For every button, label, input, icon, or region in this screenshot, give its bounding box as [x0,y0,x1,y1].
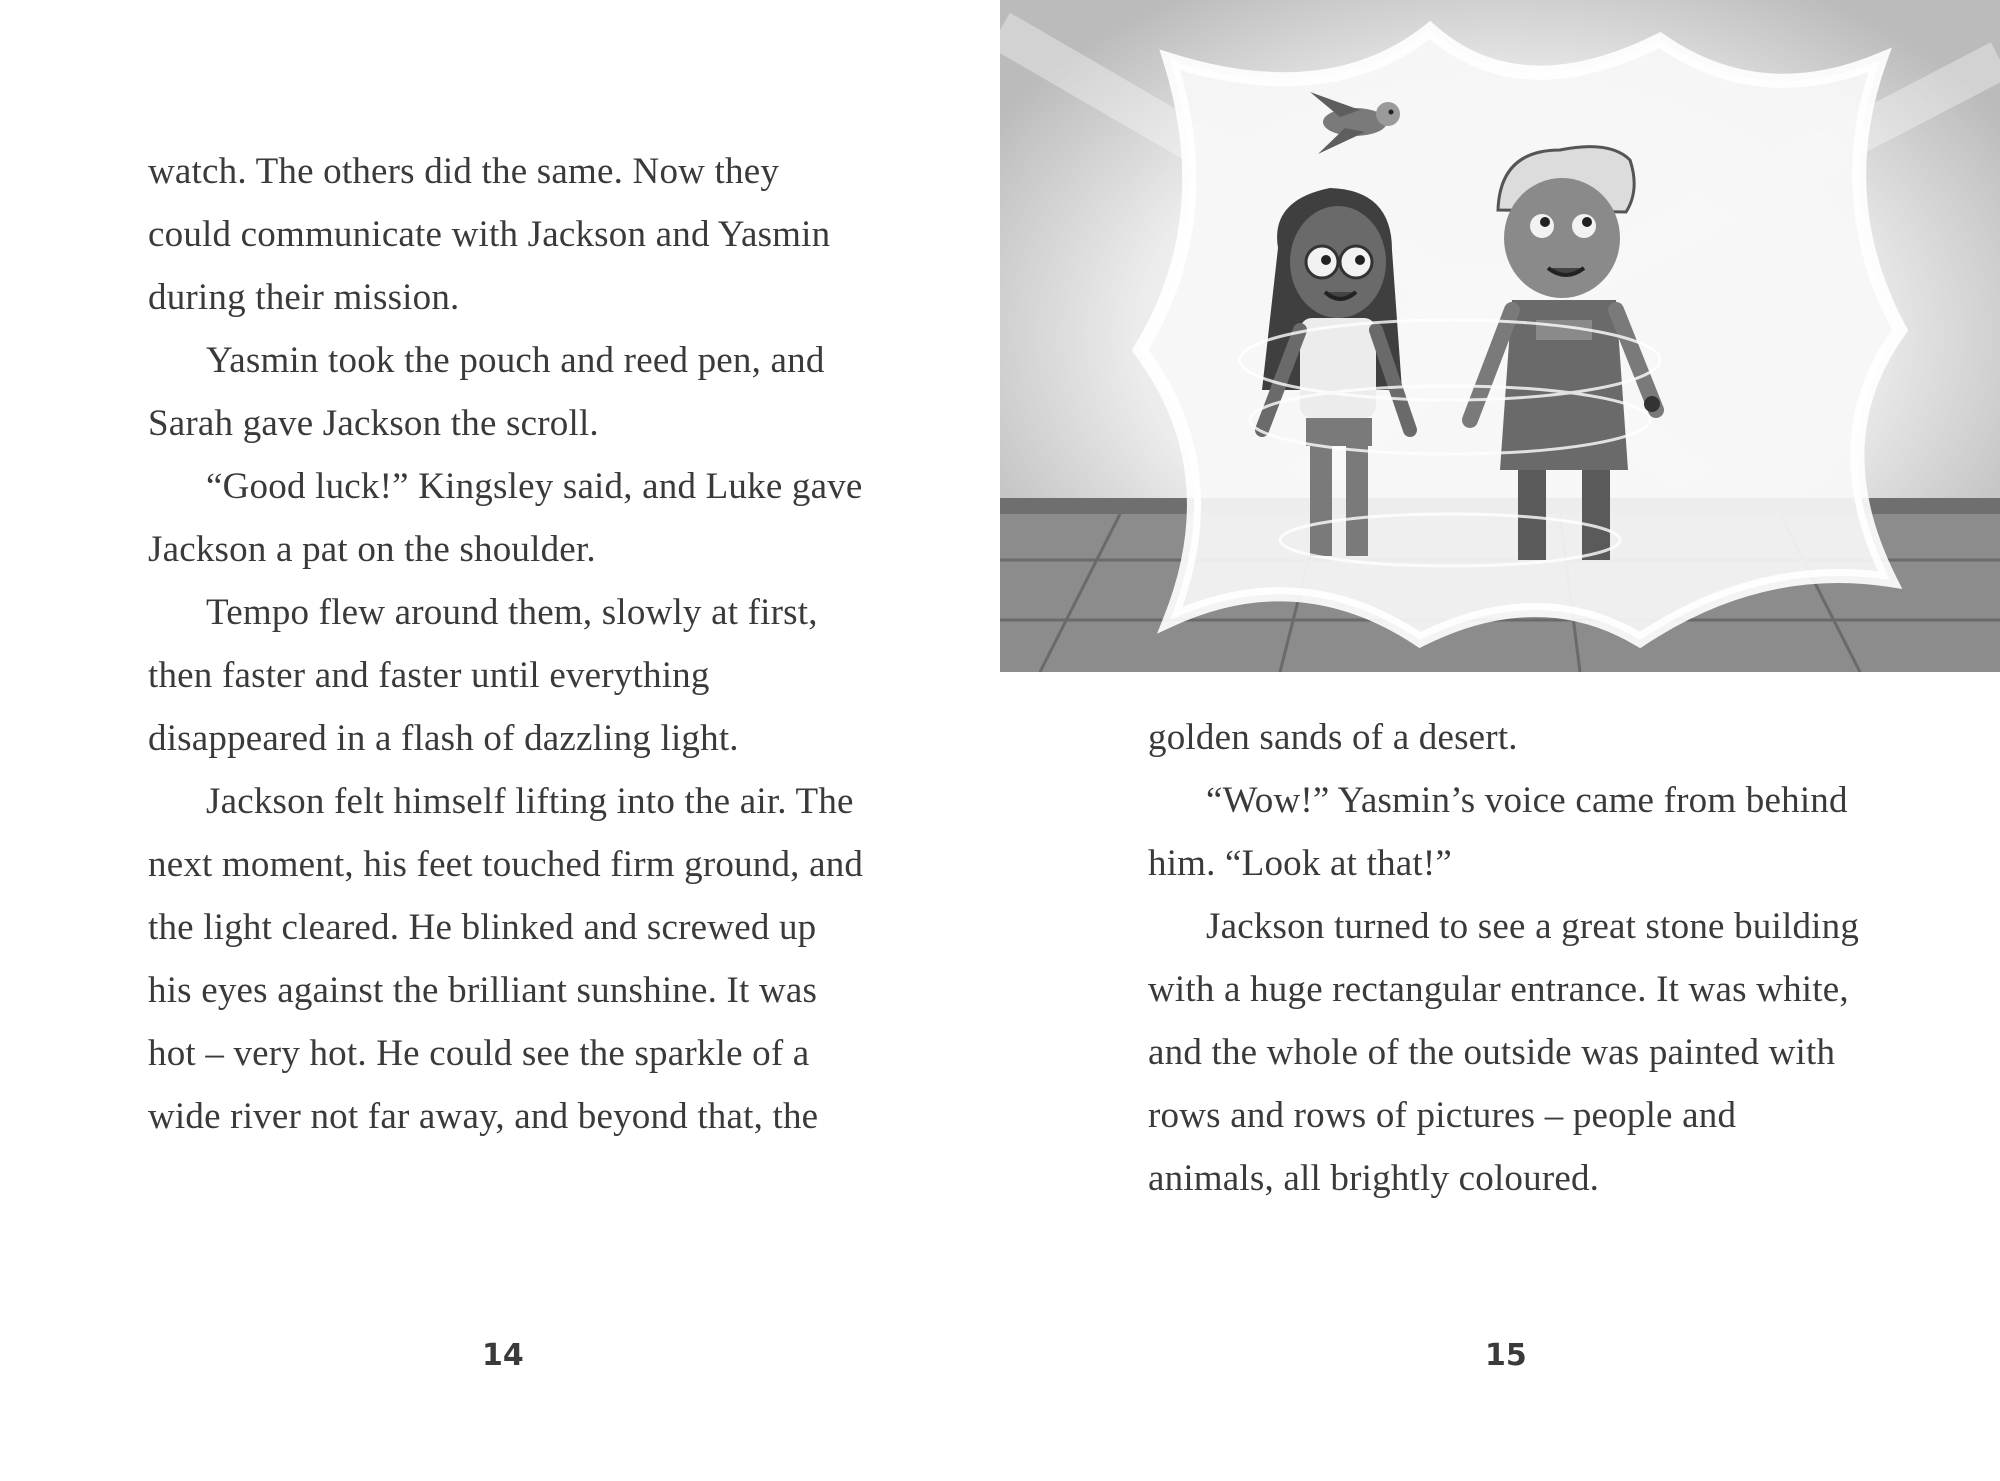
right-page [1000,0,2000,1481]
paragraph: Tempo flew around them, slowly at first, then faster and faster until everything disappeared in a flash of dazzling light. [148,592,818,759]
paragraph: Jackson turned to see a great stone building with a huge rectangular entrance. It was white, and the whole of the outside was painted with rows and rows of pictures – people and animals, all brightly coloured. [1148,906,1860,1199]
paragraph: Yasmin took the pouch and reed pen, and Sarah gave Jackson the scroll. [148,340,825,444]
page-number: 14 [482,1338,524,1373]
paragraph: golden sands of a desert. [1148,717,1518,758]
paragraph: “Wow!” Yasmin’s voice came from behind him. “Look at that!” [1148,780,1848,884]
left-page-text [148,140,868,1148]
paragraph: watch. The others did the same. Now they could communicate with Jackson and Yasmin during their mission. [148,151,831,318]
paragraph: Jackson felt himself lifting into the air. The next moment, his feet touched firm ground, and the light cleared. He blinked and screwed up his eyes against the brilliant sunshine. It was hot – very hot. He could see the sparkle of a wide river not far away, and beyond that, the [148,781,864,1137]
page-number: 15 [1485,1338,1527,1373]
illustration-svg [1000,0,2000,672]
illustration-time-travel-flash [1000,0,2000,672]
paragraph: “Good luck!” Kingsley said, and Luke gave Jackson a pat on the shoulder. [148,466,863,570]
right-page-text [1148,706,1868,1210]
